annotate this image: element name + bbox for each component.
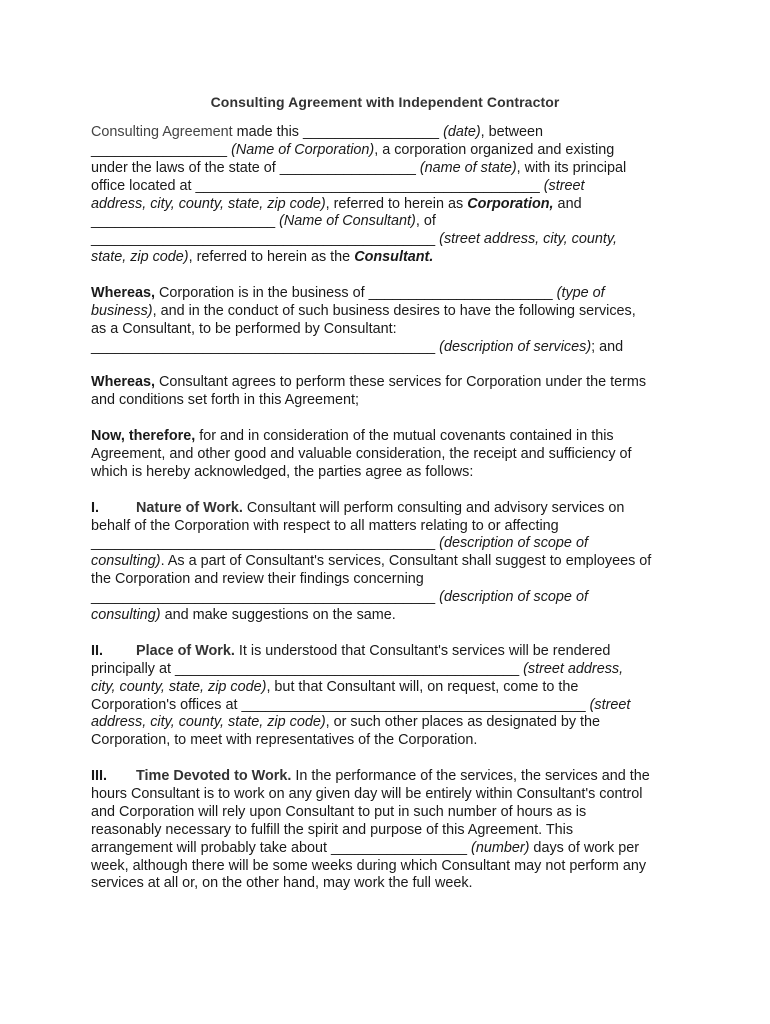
p2-line-3: as a Consultant, to be performed by Consultant: <box>91 320 397 337</box>
work-address-blank: ___________________________________________ <box>174 660 520 677</box>
p1-line-6: _______________________ (Name of Consultant), of <box>91 213 436 230</box>
section-1-line-1: I. Nature of Work. Consultant will perform consulting and advisory services on <box>91 499 625 516</box>
p4-line-1: Now, therefore, for and in consideration of the mutual covenants contained in this <box>91 428 614 445</box>
section-1-number: I. <box>91 499 99 516</box>
state-blank: _________________ <box>279 159 416 176</box>
scope-blank-2: ___________________________________________ <box>91 589 436 606</box>
section-3-line-2: hours Consultant is to work on any given day will be entirely within Consultant's control <box>91 785 643 802</box>
document-body <box>91 124 691 893</box>
section-3-line-7: services at all or, on the other hand, may work the full week. <box>91 875 473 892</box>
p4-line-2: Agreement, and other good and valuable consideration, the receipt and sufficiency of <box>91 446 632 463</box>
section-3-title: Time Devoted to Work. <box>136 768 292 785</box>
section-2-line-1: II. Place of Work. It is understood that Consultant's services will be rendered <box>91 642 611 659</box>
section-3-line-4: reasonably necessary to fulfill the spirit and purpose of this Agreement. This <box>91 821 574 838</box>
scope-blank-1: ___________________________________________ <box>91 535 436 552</box>
p3-line-1: Whereas, Consultant agrees to perform these services for Corporation under the terms <box>91 374 647 391</box>
section-2-line-4: Corporation's offices at ___________________________________________ (street <box>91 696 631 713</box>
p2-line-4: ___________________________________________ (description of services); and <box>91 338 624 355</box>
section-3-line-3: and Corporation will rely upon Consultant to put in such number of hours as is <box>91 803 587 820</box>
corporation-name-blank: _________________ <box>91 141 228 158</box>
section-2-line-6: Corporation, to meet with representatives of the Corporation. <box>91 732 478 749</box>
p3-line-2: and conditions set forth in this Agreement; <box>91 392 359 409</box>
p2-line-2: business), and in the conduct of such business desires to have the following services, <box>91 302 636 319</box>
date-blank: _________________ <box>303 124 440 140</box>
business-type-blank: _______________________ <box>368 285 553 302</box>
p1-line-7: ___________________________________________ (street address, city, county, <box>91 231 617 248</box>
agreement-name: Consulting Agreement <box>91 124 233 140</box>
p4-line-3: which is hereby acknowledged, the parties agree as follows: <box>91 463 474 480</box>
p1-line-8: state, zip code), referred to herein as the Consultant. <box>91 249 434 266</box>
p1-line-2: _________________ (Name of Corporation), a corporation organized and existing <box>91 141 615 158</box>
section-1-line-6: ___________________________________________ (description of scope of <box>91 589 588 606</box>
p1-line-3: under the laws of the state of _________________ (name of state), with its principal <box>91 159 627 176</box>
services-blank: ___________________________________________ <box>91 338 436 355</box>
section-3-number: III. <box>91 768 107 785</box>
section-2-line-2: principally at ___________________________________________ (street address, <box>91 660 624 677</box>
p1-line-1: Consulting Agreement made this _________________ (date), between <box>91 124 544 140</box>
p1-line-5: address, city, county, state, zip code), referred to herein as Corporation, and <box>91 195 582 212</box>
section-3-line-6: week, although there will be some weeks during which Consultant may not perform any <box>91 857 647 874</box>
days-number-blank: _________________ <box>330 839 468 856</box>
document-title: Consulting Agreement with Independent Contractor <box>210 94 560 110</box>
offices-address-blank: ___________________________________________ <box>241 696 586 713</box>
p2-line-1: Whereas, Corporation is in the business of _______________________ (type of <box>91 285 605 302</box>
section-3-line-1: III. Time Devoted to Work. In the performance of the services, the services and the <box>91 768 650 785</box>
section-1-line-7: consulting) and make suggestions on the same. <box>91 607 396 624</box>
section-3-line-5: arrangement will probably take about _________________ (number) days of work per <box>91 839 640 856</box>
section-2-title: Place of Work. <box>136 642 235 659</box>
section-1-line-4: consulting). As a part of Consultant's services, Consultant shall suggest to employees of <box>91 553 652 570</box>
office-address-blank: ___________________________________________ <box>195 177 540 194</box>
section-1-line-5: the Corporation and review their findings concerning <box>91 571 424 588</box>
section-1-line-3: ___________________________________________ (description of scope of <box>91 535 588 552</box>
consultant-name-blank: _______________________ <box>91 213 276 230</box>
section-2-line-5: address, city, county, state, zip code), or such other places as designated by the <box>91 714 601 731</box>
consultant-address-blank: ___________________________________________ <box>91 231 436 248</box>
section-1-title: Nature of Work. <box>136 499 243 516</box>
section-2-number: II. <box>91 642 103 659</box>
section-1-line-2: behalf of the Corporation with respect to all matters relating to or affecting <box>91 517 559 534</box>
section-2-line-3: city, county, state, zip code), but that Consultant will, on request, come to the <box>91 678 579 695</box>
p1-line-4: office located at ___________________________________________ (street <box>91 177 585 194</box>
